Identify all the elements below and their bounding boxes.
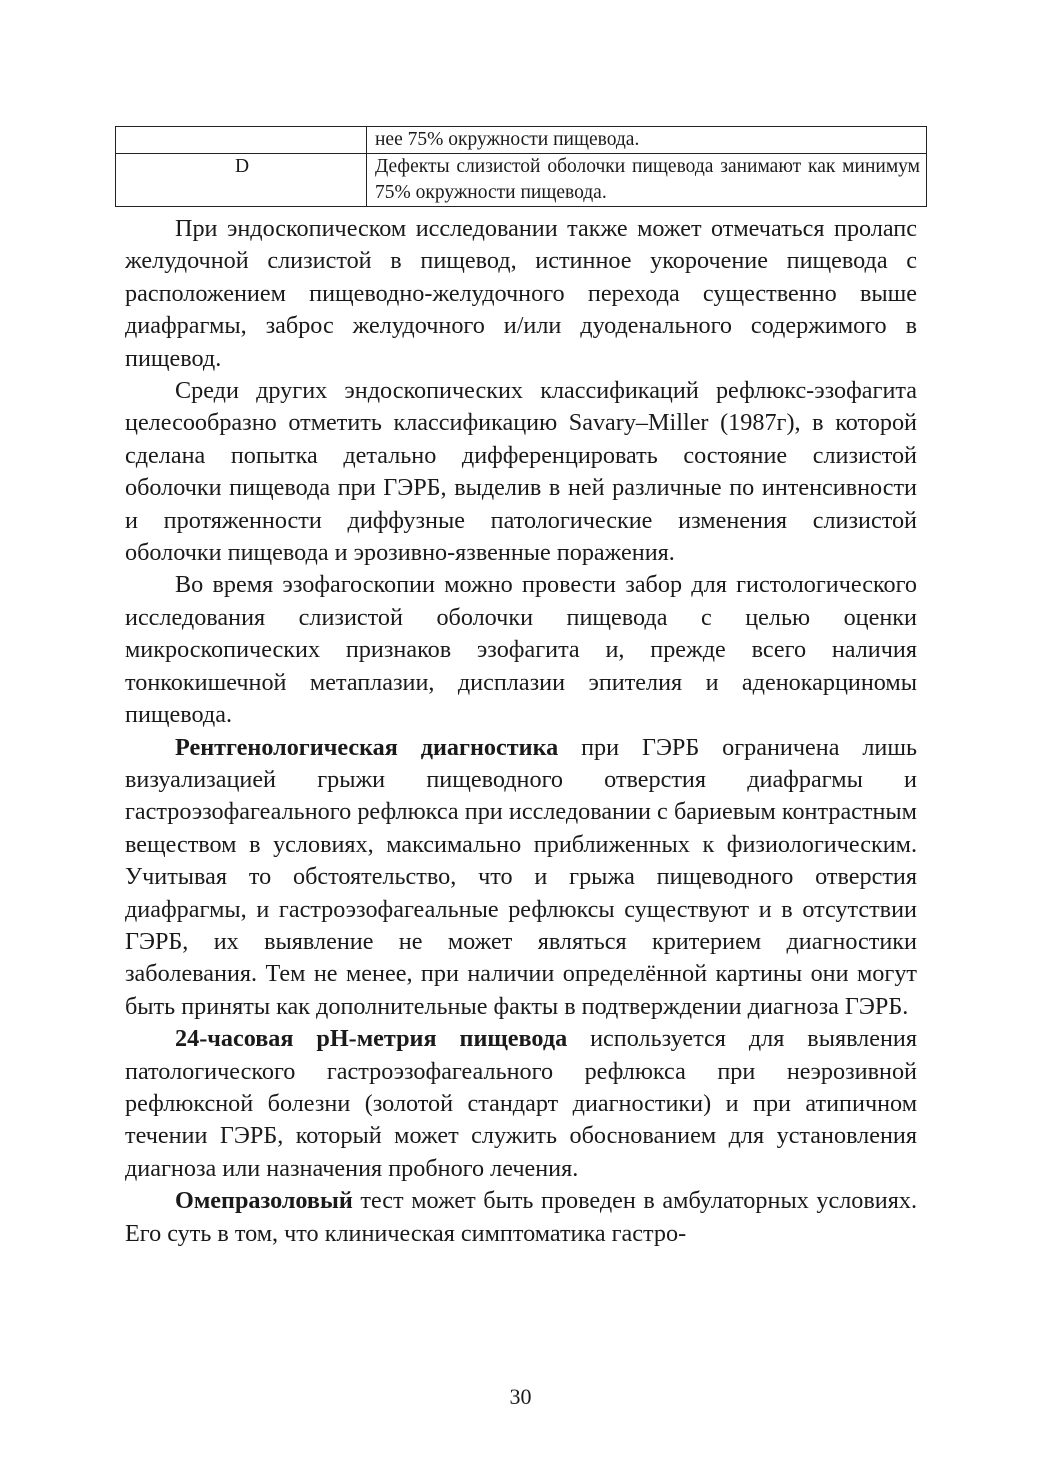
table-row bbox=[116, 154, 927, 207]
paragraph-ph-metry bbox=[125, 1023, 917, 1185]
paragraph-text: используется для выявления патологического гастроэзофагеального рефлюкса при неэрозивной рефлюксной болезни (золотой стандарт диагностики) и при атипичном течении ГЭРБ, который может служить обоснованием для установления диагноза или назначения пробного лечения. bbox=[125, 1025, 917, 1182]
table-row bbox=[116, 127, 927, 154]
description-cell: Дефекты слизистой оболочки пищевода занимают как минимум 75% окружности пищевода. bbox=[367, 154, 927, 207]
grade-cell: D bbox=[116, 154, 367, 207]
term-xray-diagnostics: Рентгенологическая диагностика bbox=[175, 733, 559, 761]
term-ph-metry: 24-часовая рН-метрия пищевода bbox=[175, 1025, 568, 1053]
paragraph-savary-miller: Среди других эндоскопических классификаций рефлюкс-эзофагита целесообразно отметить классификацию Savary–Miller (1987г), в которой сделана попытка детально дифференцировать состояние слизистой оболочки пищевода при ГЭРБ, выделив в ней различные по интенсивности и протяженности диффузные патологические изменения слизистой оболочки пищевода и эрозивно-язвенные поражения. bbox=[125, 377, 917, 567]
grade-table bbox=[115, 126, 927, 207]
paragraph-endoscopy-findings: При эндоскопическом исследовании также может отмечаться пролапс желудочной слизистой в пищевод, истинное укорочение пищевода с расположением пищеводно-желудочного перехода существенно выше диафрагмы, заброс желудочного и/или дуоденального содержимого в пищевод. bbox=[125, 215, 917, 372]
description-cell: нее 75% окружности пищевода. bbox=[367, 127, 927, 154]
body-text bbox=[125, 213, 917, 1250]
paragraph-xray-diagnostics bbox=[125, 732, 917, 1024]
paragraph-histology: Во время эзофагоскопии можно провести забор для гистологического исследования слизистой оболочки пищевода с целью оценки микроскопических признаков эзофагита и, прежде всего наличия тонкокишечной метаплазии, дисплазии эпителия и аденокарциномы пищевода. bbox=[125, 571, 917, 729]
grade-cell bbox=[116, 127, 367, 154]
page-number: 30 bbox=[509, 1384, 532, 1409]
paragraph-omeprazole-test bbox=[125, 1185, 917, 1250]
paragraph-text: при ГЭРБ ограничена лишь визуализацией грыжи пищеводного отверстия диафрагмы и гастроэзофагеального рефлюкса при исследовании с бариевым контрастным веществом в условиях, максимально приближенных к физиологическим. Учитывая то обстоятельство, что и грыжа пищеводного отверстия диафрагмы, и гастроэзофагеальные рефлюксы существуют и в отсутствии ГЭРБ, их выявление не может являться критерием диагностики заболевания. Тем не менее, при наличии определённой картины они могут быть приняты как дополнительные факты в подтверждении диагноза ГЭРБ. bbox=[125, 733, 917, 1020]
term-omeprazole-test: Омепразоловый bbox=[175, 1187, 353, 1215]
paragraph-text: тест может быть проведен в амбулаторных условиях. Его суть в том, что клиническая симптоматика гастро- bbox=[125, 1187, 917, 1247]
